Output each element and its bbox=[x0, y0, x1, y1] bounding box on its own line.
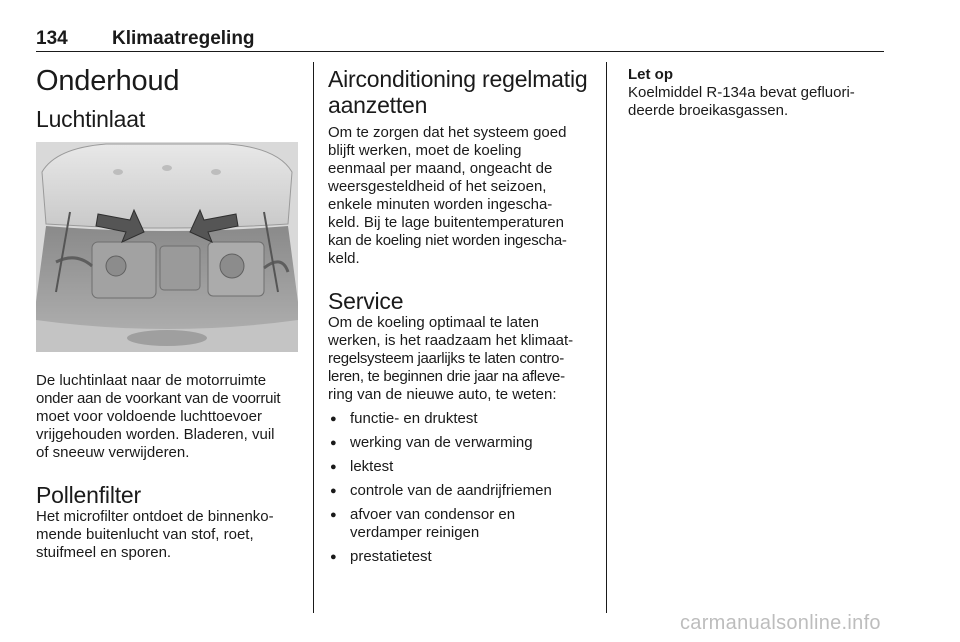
column-right bbox=[628, 62, 884, 120]
airco-line-2: blijft werken, moet de koeling bbox=[328, 142, 522, 159]
section-heading-onderhoud: Onderhoud bbox=[36, 65, 180, 97]
service-line-4: leren, te beginnen drie jaar na afleve- bbox=[328, 368, 565, 385]
pollenfilter-line-2: mende buitenlucht van stof, roet, bbox=[36, 526, 254, 543]
heading-airconditioning-line-1: Airconditioning regelmatig bbox=[328, 66, 588, 92]
list-item: ● werking van de verwarming bbox=[328, 434, 592, 452]
luchtinlaat-line-3: moet voor voldoende luchttoevoer bbox=[36, 408, 262, 425]
footer-watermark: carmanualsonline.info bbox=[680, 612, 881, 634]
heading-airconditioning-line-2: aanzetten bbox=[328, 92, 428, 118]
note-line-2: deerde broeikasgassen. bbox=[628, 102, 789, 119]
subheading-luchtinlaat: Luchtinlaat bbox=[36, 106, 146, 132]
service-checklist bbox=[328, 410, 592, 566]
note-title: Let op bbox=[628, 66, 673, 83]
note-line-1: Koelmiddel R-134a bevat gefluori- bbox=[628, 84, 855, 101]
service-line-3: regelsysteem jaarlijks te laten contro- bbox=[328, 350, 564, 367]
airco-line-7: kan de koeling niet worden ingescha- bbox=[328, 232, 567, 249]
luchtinlaat-line-4: vrijgehouden worden. Bladeren, vuil bbox=[36, 426, 275, 443]
column-left bbox=[36, 62, 304, 562]
column-divider-2 bbox=[606, 62, 607, 613]
list-item: ● lektest bbox=[328, 458, 592, 476]
pollenfilter-line-1: Het microfilter ontdoet de binnenko- bbox=[36, 508, 274, 525]
airco-line-5: enkele minuten worden ingescha- bbox=[328, 196, 553, 213]
service-line-2: werken, is het raadzaam het klimaat- bbox=[328, 332, 574, 349]
luchtinlaat-line-1: De luchtinlaat naar de motorruimte bbox=[36, 372, 267, 389]
column-middle bbox=[328, 62, 592, 566]
list-item: ● controle van de aandrijfriemen bbox=[328, 482, 592, 500]
list-item: ● afvoer van condensor en verdamper reinigen bbox=[328, 506, 592, 542]
running-title: Klimaatregeling bbox=[112, 28, 255, 49]
subheading-pollenfilter: Pollenfilter bbox=[36, 482, 141, 508]
header-rule bbox=[36, 51, 884, 52]
luchtinlaat-line-5: of sneeuw verwijderen. bbox=[36, 444, 190, 461]
airco-line-4: weersgesteldheid of het seizoen, bbox=[328, 178, 547, 195]
list-item: ● prestatietest bbox=[328, 548, 592, 566]
luchtinlaat-line-2: onder aan de voorkant van de voorruit bbox=[36, 390, 281, 407]
page-number: 134 bbox=[36, 28, 68, 49]
column-divider-1 bbox=[313, 62, 314, 613]
pollenfilter-line-3: stuifmeel en sporen. bbox=[36, 544, 172, 561]
engine-bay-illustration bbox=[36, 142, 298, 352]
airco-line-8: keld. bbox=[328, 250, 360, 267]
service-line-1: Om de koeling optimaal te laten bbox=[328, 314, 539, 331]
airco-line-1: Om te zorgen dat het systeem goed bbox=[328, 124, 567, 141]
service-line-5: ring van de nieuwe auto, te weten: bbox=[328, 386, 557, 403]
airco-line-3: eenmaal per maand, ongeacht de bbox=[328, 160, 553, 177]
heading-service: Service bbox=[328, 288, 404, 314]
airco-line-6: keld. Bij te lage buitentemperaturen bbox=[328, 214, 564, 231]
list-item: ● functie- en druktest bbox=[328, 410, 592, 428]
